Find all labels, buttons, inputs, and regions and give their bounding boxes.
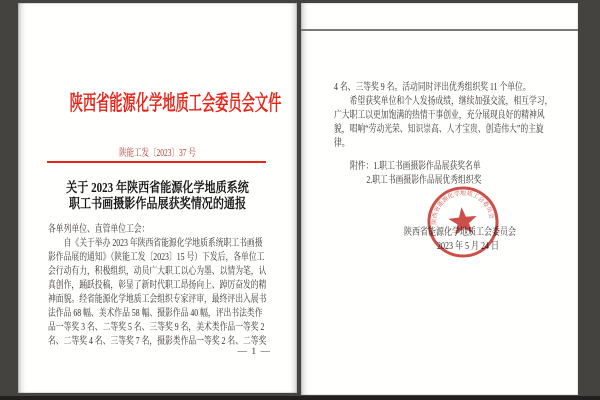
issue-date: 2023 年 5 月 24 日 xyxy=(437,241,499,252)
background-shadow-strip xyxy=(0,396,600,400)
body-line: 影作品展的通知》（陕能工发〔2023〕15 号）下发后，各单位工 xyxy=(48,252,265,263)
document-page-2 xyxy=(301,3,578,395)
document-title xyxy=(43,180,272,212)
red-divider-line xyxy=(47,161,266,163)
body-line: 真创作，踊跃投稿，彰显了新时代职工昂扬向上、踔厉奋发的精 xyxy=(48,280,267,291)
official-red-seal xyxy=(420,179,506,265)
attachment-line-1 xyxy=(350,160,481,174)
body-line: 自《关于举办 2023 年陕西省能源化学地质系统职工书画摄 xyxy=(63,238,263,249)
body-line: 神面貌。经省能源化学地质工会组织专家评审，最终评出入展书 xyxy=(48,294,267,305)
attachments-label: 附件： xyxy=(350,161,374,172)
document-page-1 xyxy=(18,3,297,393)
body-line: 会行动有力，积极组织，动员广大职工以心为墨、以情为笔，认 xyxy=(48,266,267,277)
body-line: 4 名、三等奖 9 名。活动同时评出优秀组织奖 11 个单位。 xyxy=(334,82,531,93)
page-number: — 1 — xyxy=(237,347,271,357)
body-line: 品一等奖 3 名、二等奖 5 名、三等奖 9 名，美术类作品一等奖 2 xyxy=(48,322,265,333)
document-title-line2: 职工书画摄影作品展获奖情况的通报 xyxy=(68,196,247,211)
salutation-line: 各单列单位、直管单位工会： xyxy=(48,224,150,235)
body-line: 希望获奖单位和个人发扬成绩，继续加强交流，相互学习， xyxy=(349,96,553,107)
body-line: 名、二等奖 4 名、三等奖 7 名，摄影类作品一等奖 2 名、二等奖 xyxy=(48,336,267,347)
body-line: 貌，唱响“劳动光荣、知识崇高、人才宝贵、创造伟大”的主旋 xyxy=(334,124,544,135)
body-line: 广大职工以更加饱满的热情干事创业，充分展现良好的精神风 xyxy=(334,110,545,121)
attachment-item-1: 1.职工书画摄影作品展获奖名单 xyxy=(373,161,481,172)
attachment-item-2: 2.职工书画摄影作品展优秀组织奖 xyxy=(366,175,482,186)
body-paragraph-continued xyxy=(334,81,552,151)
issuing-authority-signature: 陕西省能源化学地质工会委员会 xyxy=(404,227,516,238)
red-letterhead-title: 陕西省能源化学地质工会委员会文件 xyxy=(69,91,282,115)
body-line: 律。 xyxy=(334,138,350,149)
document-reference-number: 陕能工发〔2023〕37 号 xyxy=(119,148,196,159)
body-line: 法作品 68 幅、美术作品 58 幅、摄影作品 40 幅，评出书法类作 xyxy=(48,308,263,319)
seal-star-icon xyxy=(447,206,478,236)
document-title-line1: 关于 2023 年陕西省能源化学地质系统 xyxy=(66,180,249,195)
page-break-line xyxy=(301,29,578,31)
body-paragraph xyxy=(48,223,268,349)
seal-curved-text: 陕西省能源化学地质工会委员会 xyxy=(431,190,494,225)
